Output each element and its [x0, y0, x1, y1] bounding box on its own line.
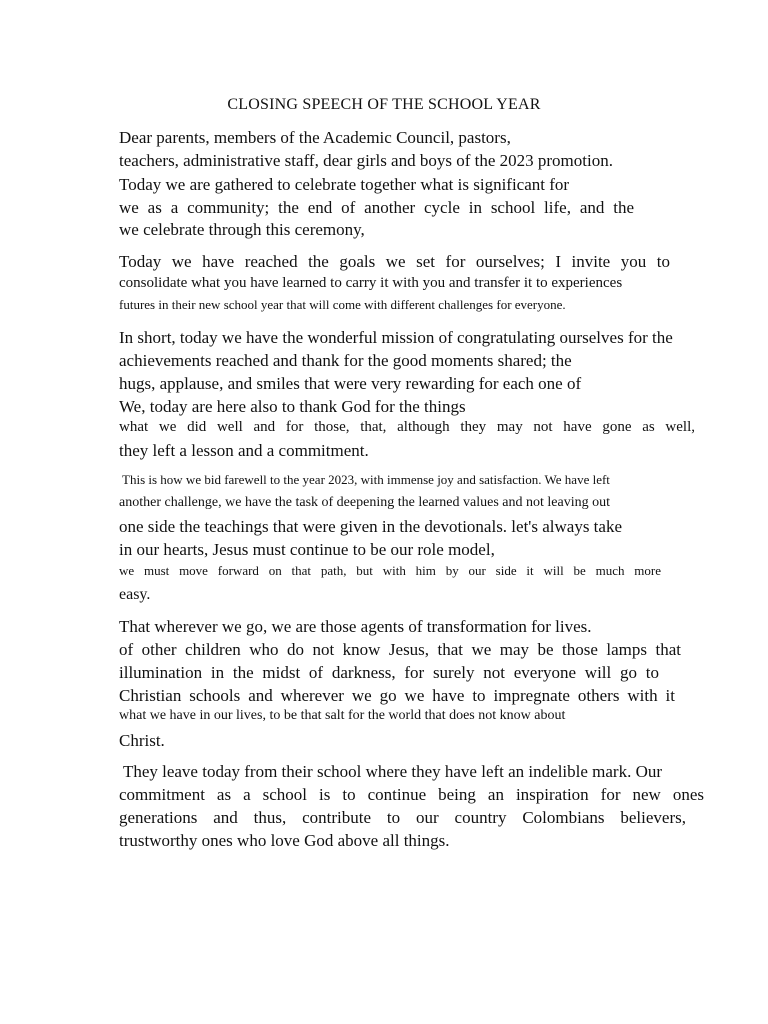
text-line: they left a lesson and a commitment. — [119, 441, 369, 460]
text-line: generations and thus, contribute to our country Colombians believers, — [119, 808, 686, 827]
text-line: we as a community; the end of another cycle in school life, and the — [119, 198, 634, 217]
text-line: illumination in the midst of darkness, for surely not everyone will go to — [119, 663, 659, 682]
text-line: another challenge, we have the task of deepening the learned values and not leaving out — [119, 495, 610, 510]
text-line: That wherever we go, we are those agents of transformation for lives. — [119, 617, 592, 636]
text-line: Christ. — [119, 731, 165, 750]
text-line: one side the teachings that were given in the devotionals. let's always take — [119, 517, 622, 536]
text-line: futures in their new school year that will come with different challenges for everyone. — [119, 297, 566, 312]
speech-title: CLOSING SPEECH OF THE SCHOOL YEAR — [227, 96, 541, 113]
text-line: commitment as a school is to continue being an inspiration for new ones — [119, 785, 704, 804]
text-line: achievements reached and thank for the good moments shared; the — [119, 351, 572, 370]
text-line: Christian schools and wherever we go we have to impregnate others with it — [119, 686, 675, 705]
text-line: Dear parents, members of the Academic Council, pastors, — [119, 128, 511, 147]
text-line: in our hearts, Jesus must continue to be our role model, — [119, 540, 495, 559]
text-line: we must move forward on that path, but with him by our side it will be much more — [119, 563, 661, 578]
text-line: consolidate what you have learned to carry it with you and transfer it to experiences — [119, 275, 623, 291]
text-line: Today we have reached the goals we set for ourselves; I invite you to — [119, 252, 670, 271]
text-line: They leave today from their school where they have left an indelible mark. Our — [119, 762, 663, 781]
text-line: what we have in our lives, to be that salt for the world that does not know about — [119, 708, 566, 723]
text-line: trustworthy ones who love God above all things. — [119, 831, 450, 850]
text-line: We, today are here also to thank God for the things — [119, 397, 466, 416]
text-line: we celebrate through this ceremony, — [119, 220, 365, 239]
text-line: teachers, administrative staff, dear girls and boys of the 2023 promotion. — [119, 151, 613, 170]
text-line: what we did well and for those, that, although they may not have gone as well, — [119, 419, 695, 435]
text-line: hugs, applause, and smiles that were very rewarding for each one of — [119, 374, 582, 393]
text-line: easy. — [119, 586, 151, 603]
text-line: of other children who do not know Jesus, that we may be those lamps that — [119, 640, 681, 659]
text-line: This is how we bid farewell to the year 2023, with immense joy and satisfaction. We have left — [119, 472, 610, 487]
text-line: In short, today we have the wonderful mission of congratulating ourselves for the — [119, 328, 673, 347]
text-line: Today we are gathered to celebrate together what is significant for — [119, 175, 570, 194]
